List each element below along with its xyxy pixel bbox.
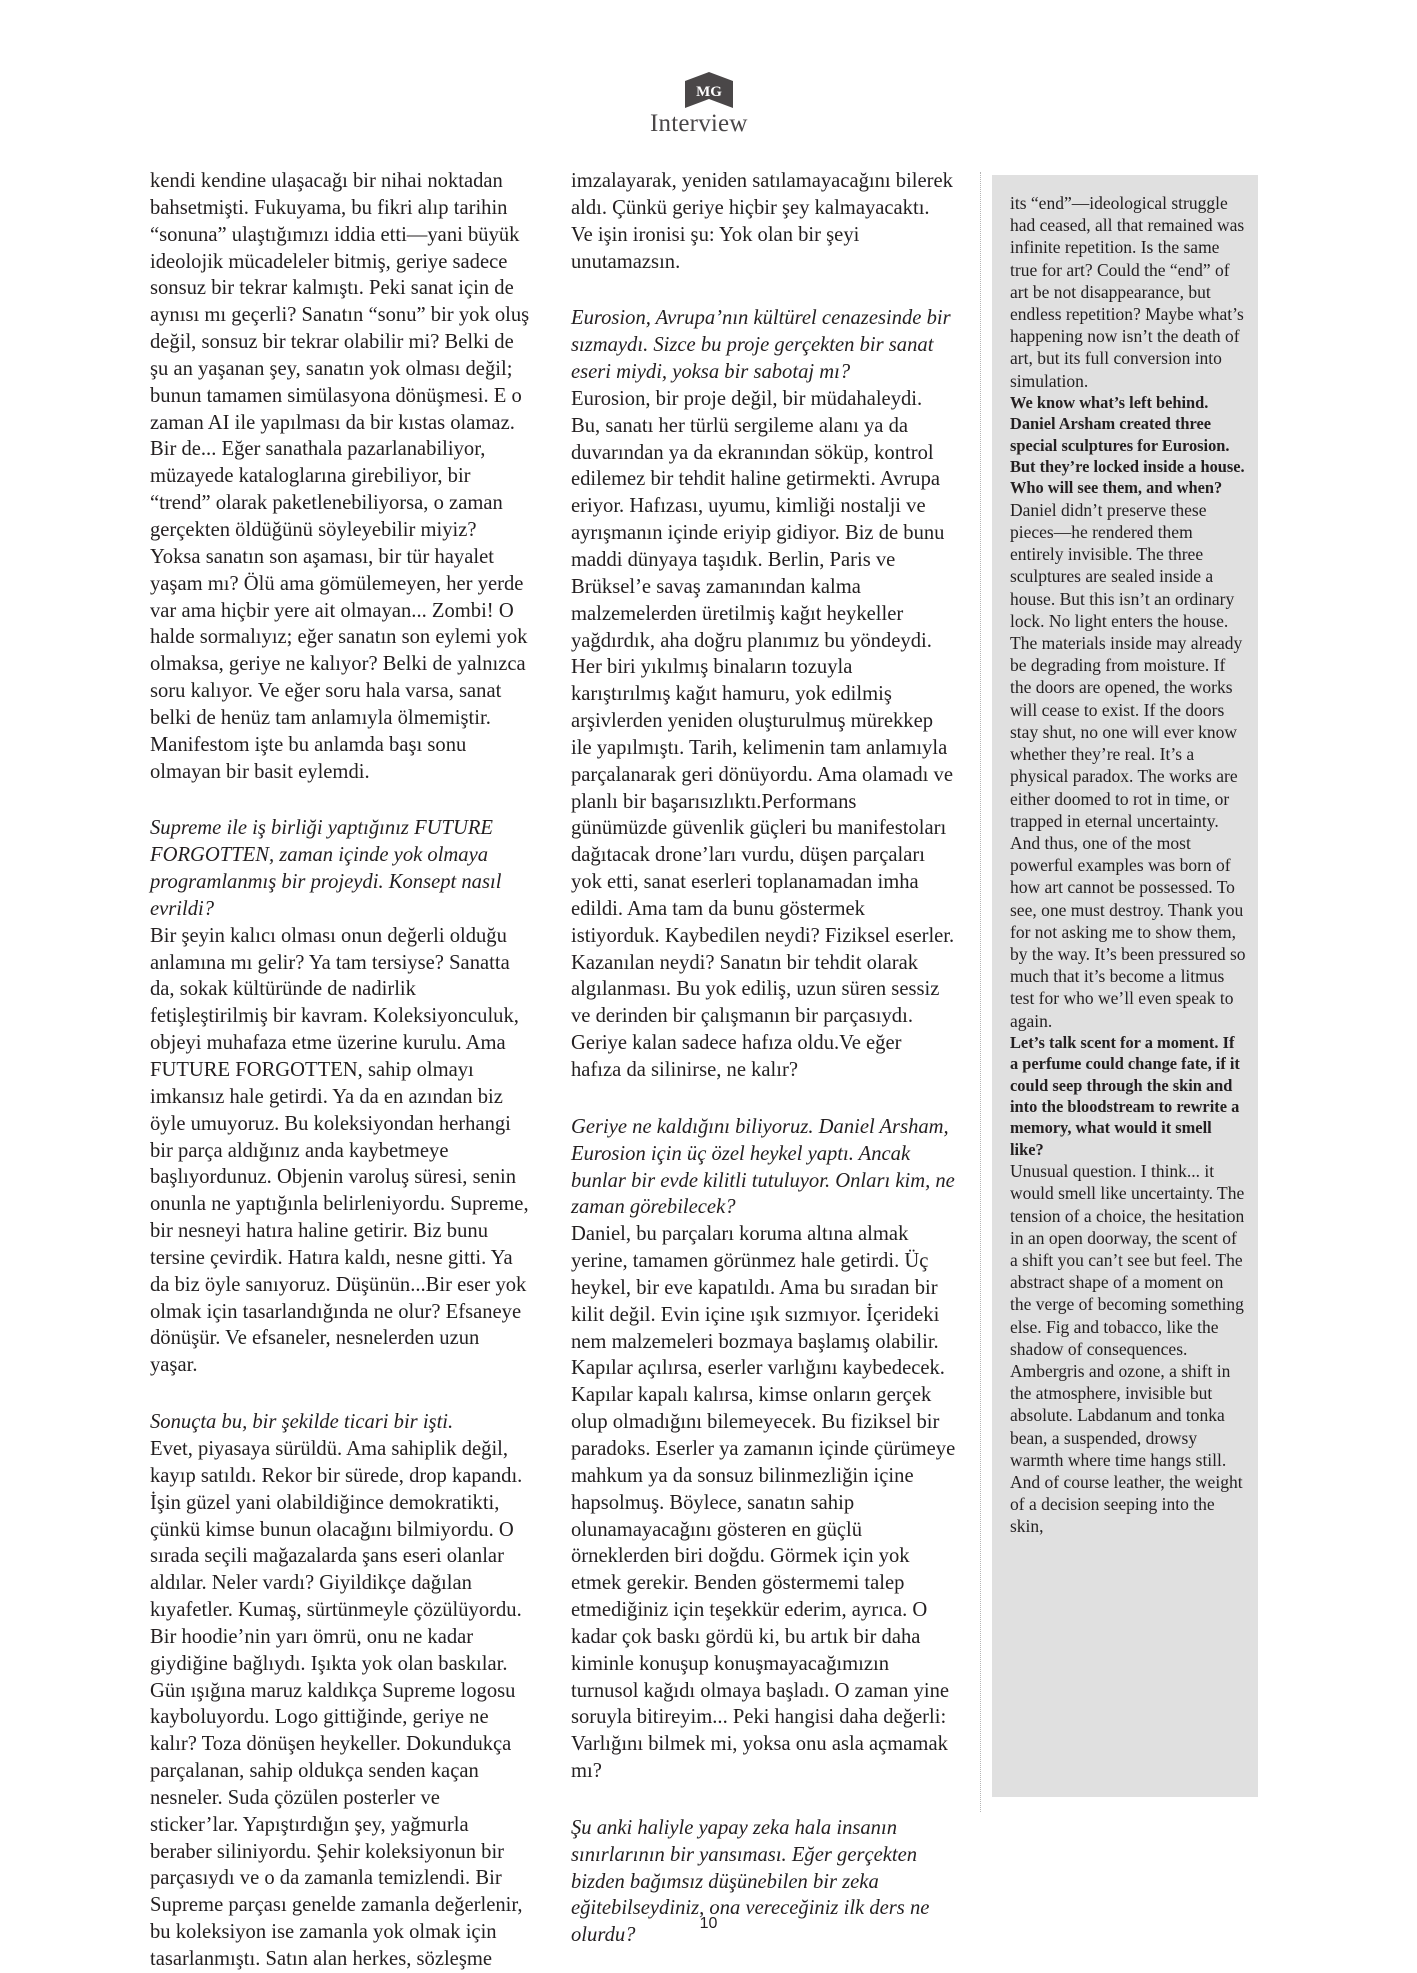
article-column-1 xyxy=(150,168,530,1973)
interview-question: Supreme ile iş birliği yaptığınız FUTURE FORGOTTEN, zaman içinde yok olmaya programlanmış bir projeydi. Konsept nasıl evrildi? xyxy=(150,817,502,920)
body-paragraph: imzalayarak, yeniden satılamayacağını bilerek aldı. Çünkü geriye hiçbir şey kalmayacaktı. Ve işin ironisi şu: Yok olan bir şeyi unutamazsın. xyxy=(571,170,953,273)
interview-answer: Bir şeyin kalıcı olması onun değerli olduğu anlamına mı gelir? Ya tam tersiyse? Sanatta da, sokak kültüründe de nadirlik fetişleştirilmiş bir kavram. Koleksiyonculuk, objeyi muhafaza etme üzerine kurulu. Ama FUTURE FORGOTTEN, sahip olmayı imkansız hale getirdi. Ya da en azından biz öyle umuyoruz. Bu koleksiyondan herhangi bir parça aldığınız anda kaybetmeye başlıyordunuz. Objenin varoluş süresi, senin onunla ne yaptığınla belirleniyordu. Supreme, bir nesneyi hatıra haline getirir. Biz bunu tersine çevirdik. Hatıra kaldı, nesne gitti. Ya da biz öyle sanıyoruz. Düşünün...Bir eser yok olmak için tasarlandığında ne olur? Efsaneye dönüşür. Ve efsaneler, nesnelerden uzun yaşar. xyxy=(150,924,529,1377)
sidebar-paragraph: its “end”—ideological struggle had ceased, all that remained was infinite repetition. Is the same true for art? Could the “end” of art be not disappearance, but endless repetition? Maybe what’s happening now isn’t the death of art, but its full conversion into simulation. xyxy=(1010,193,1245,391)
sidebar-answer: Daniel didn’t preserve these pieces—he rendered them entirely invisible. The three sculptures are sealed inside a house. But this isn’t an ordinary lock. No light enters the house. The materials inside may already be degrading from moisture. If the doors are opened, the works will cease to exist. If the doors stay shut, no one will ever know whether they’re real. It’s a physical paradox. The works are either doomed to rot in time, or trapped in eternal uncertainty. And thus, one of the most powerful examples was born of how art cannot be possessed. To see, one must destroy. Thank you for not asking me to show them, by the way. It’s been pressured so much that it’s become a litmus test for who we’ll even speak to again. xyxy=(1010,499,1246,1031)
sidebar-question: We know what’s left behind. Daniel Arsham created three special sculptures for Eurosion. But they’re locked inside a house. Who will see them, and when? xyxy=(1010,392,1245,498)
sidebar-question: Let’s talk scent for a moment. If a perfume could change fate, if it could seep through the skin and into the bloodstream to rewrite a memory, what would it smell like? xyxy=(1010,1032,1240,1159)
interview-question: Sonuçta bu, bir şekilde ticari bir işti. xyxy=(150,1411,454,1434)
section-label: Interview xyxy=(650,110,748,137)
qa-block xyxy=(571,1114,956,1785)
column-divider xyxy=(980,172,981,1812)
qa-block xyxy=(571,305,956,1083)
logo-text: MG xyxy=(696,84,722,100)
sidebar-text xyxy=(1010,192,1246,1538)
page-number: 10 xyxy=(699,1915,718,1932)
sidebar-answer: Unusual question. I think... it would smell like uncertainty. The tension of a choice, the hesitation in an open doorway, the scent of a shift you can’t see but feel. The abstract shape of a moment on the verge of becoming something else. Fig and tobacco, like the shadow of consequences. Ambergris and ozone, a shift in the atmosphere, invisible but absolute. Labdanum and tonka bean, a suspended, drowsy warmth where time hangs still. And of course leather, the weight of a decision seeping into the skin, xyxy=(1010,1161,1245,1537)
interview-answer: Daniel, bu parçaları koruma altına almak yerine, tamamen görünmez hale getirdi. Üç heykel, bir eve kapatıldı. Ama bu sıradan bir kilit değil. Evin içine ışık sızmıyor. İçerideki nem malzemeleri bozmaya başlamış olabilir. Kapılar açılırsa, eserler varlığını kaybedecek. Kapılar kapalı kalırsa, kimse onların gerçek olup olmadığını bilemeyecek. Bu fiziksel bir paradoks. Eserler ya zamanın içinde çürümeye mahkum ya da sonsuz bilinmezliğin içine hapsolmuş. Böylece, sanatın sahip olunamayacağını gösteren en güçlü örneklerden biri doğdu. Görmek için yok etmek gerekir. Benden göstermemi talep etmediğiniz için teşekkür ederim, ayrıca. O kadar çok baskı gördü ki, bu artık bir daha kiminle konuşup konuşmayacağımızın turnusol kağıdı olmaya başladı. O zaman yine soruyla bitireyim... Peki hangisi daha değerli: Varlığını bilmek mi, yoksa onu asla açmamak mı? xyxy=(571,1223,956,1783)
mg-logo xyxy=(685,72,733,108)
interview-answer: Evet, piyasaya sürüldü. Ama sahiplik değil, kayıp satıldı. Rekor bir sürede, drop kapandı. İşin güzel yani olabildiğince demokratikti, çünkü kimse bunun olacağını bilmiyordu. O sırada seçili mağazalarda şans eseri olanlar aldılar. Neler vardı? Giyildikçe dağılan kıyafetler. Kumaş, sürtünmeyle çözülüyordu. Bir hoodie’nin yarı ömrü, onu ne kadar giydiğine bağlıydı. Işıkta yok olan baskılar. Gün ışığına maruz kaldıkça Supreme logosu kayboluyordu. Logo gittiğinde, geriye ne kalır? Toza dönüşen heykeller. Dokundukça parçalanan, sahip oldukça senden kaçan nesneler. Suda çözülen posterler ve sticker’lar. Yapıştırdığın şey, yağmurla beraber siliniyordu. Şehir koleksiyonun bir parçasıydı ve o da zamanla temizlendi. Bir Supreme parçası genelde zamanla değerlenir, bu koleksiyon ise zamanla yok olmak için tasarlanmıştı. Satın alan herkes, sözleşme xyxy=(150,1437,523,1970)
english-translation-sidebar xyxy=(992,175,1258,1797)
interview-question: Eurosion, Avrupa’nın kültürel cenazesinde bir sızmaydı. Sizce bu proje gerçekten bir sanat eseri miydi, yoksa bir sabotaj mı? xyxy=(571,307,951,384)
qa-block xyxy=(150,815,530,1379)
interview-question: Şu anki haliyle yapay zeka hala insanın sınırlarının bir yansıması. Eğer gerçekten bizden bağımsız düşünebilen bir zeka eğitebilseydiniz, ona vereceğiniz ilk ders ne olurdu? xyxy=(571,1816,930,1947)
qa-block xyxy=(150,1409,530,1973)
body-paragraph: kendi kendine ulaşacağı bir nihai noktadan bahsetmişti. Fukuyama, bu fikri alıp tarihin “sonuna” ulaştığımızı iddia etti—yani büyük ideolojik mücadeleler bitmiş, geriye sadece sonsuz bir tekrar kalmıştı. Peki sanat için de aynısı mı geçerli? Sanatın “sonu” bir yok oluş değil, sonsuz bir tekrar olabilir mi? Belki de şu an yaşanan şey, sanatın yok olması değil; bunun tamamen simülasyona dönüşmesi. E o zaman AI ile yapılması da bir kıstas olamaz. Bir de... Eğer sanathala pazarlanabiliyor, müzayede kataloglarına girebiliyor, bir “trend” olarak paketlenebiliyorsa, o zaman gerçekten öldüğünü söyleyebilir miyiz? Yoksa sanatın son aşaması, bir tür hayalet yaşam mı? Ölü ama gömülemeyen, her yerde var ama hiçbir yere ait olmayan... Zombi! O halde sormalıyız; eğer sanatın son eylemi yok olmaksa, geriye ne kalıyor? Belki de yalnızca soru kalıyor. Ve eğer soru hala varsa, sanat belki de henüz tam anlamıyla ölmemiştir. Manifestom işte bu anlamda başı sonu olmayan bir basit eylemdi. xyxy=(150,170,530,783)
article-column-2 xyxy=(571,168,956,1949)
interview-question: Geriye ne kaldığını biliyoruz. Daniel Arsham, Eurosion için üç özel heykel yaptı. Ancak bunlar bir evde kilitli tutuluyor. Onları kim, ne zaman görebilecek? xyxy=(571,1115,955,1219)
magazine-header xyxy=(640,62,770,142)
interview-answer: Eurosion, bir proje değil, bir müdahaleydi. Bu, sanatı her türlü sergileme alanı ya da duvarından ya da ekranından söküp, kontrol edilemez bir tehdit haline getirmekti. Avrupa eriyor. Hafızası, uyumu, kimliği nostalji ve ayrışmanın içinde eriyip gidiyor. Biz de bunu maddi dünyaya taşıdık. Berlin, Paris ve Brüksel’e savaş zamanından kalma malzemelerden üretilmiş kağıt heykeller yağdırdık, aha doğru planımız bu yöndeydi. Her biri yıkılmış binaların tozuyla karıştırılmış kağıt hamuru, yok edilmiş arşivlerden yeniden oluşturulmuş mürekkep ile yapılmıştı. Tarih, kelimenin tam anlamıyla parçalanarak geri dönüyordu. Ama olamadı ve planlı bir başarısızlıktı.Performans günümüzde güvenlik güçleri bu manifestoları dağıtacak drone’ları vurdu, düşen parçaları yok etti, sanat eserleri toplanamadan imha edildi. Ama tam da bunu göstermek istiyorduk. Kaybedilen neydi? Fiziksel eserler. Kazanılan neydi? Sanatın bir tehdit olarak algılanması. Bu yok ediliş, uzun süren sessiz ve derinden bir çalışmanın bir parçasıydı. Geriye kalan sadece hafıza oldu.Ve eğer hafıza da silinirse, ne kalır? xyxy=(571,387,955,1081)
